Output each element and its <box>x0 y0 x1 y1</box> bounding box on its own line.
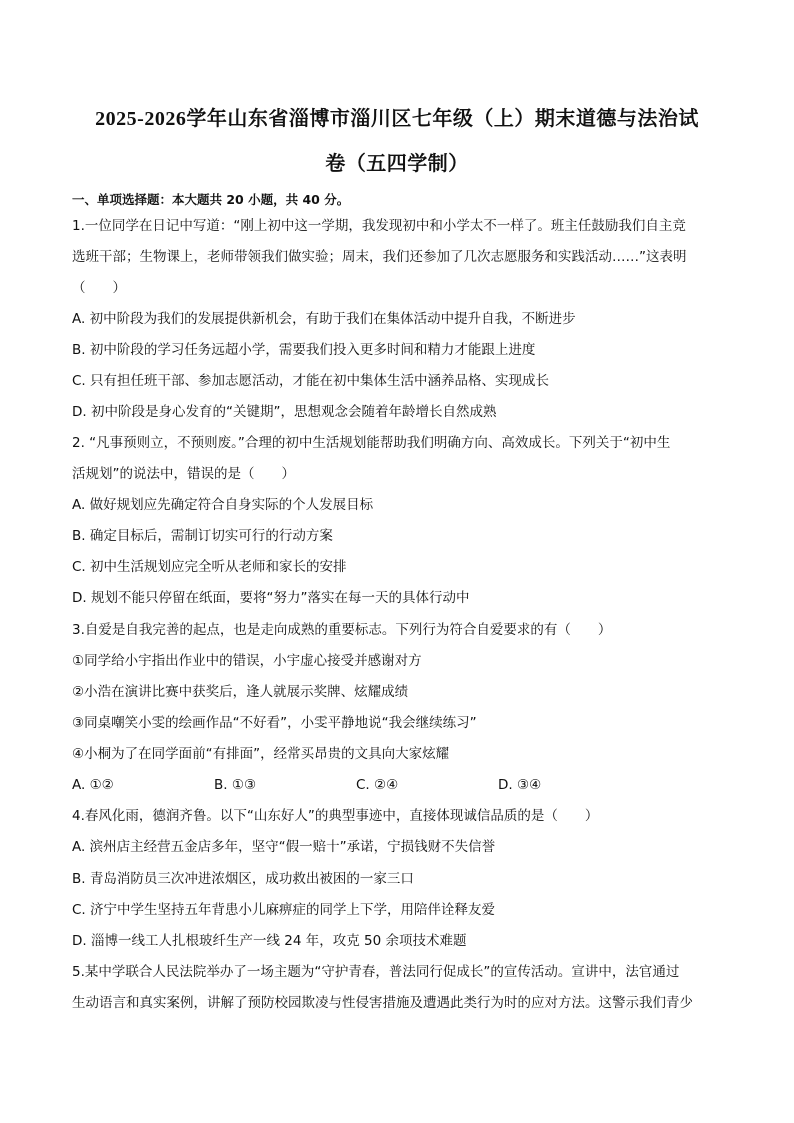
q2-stem-2: 活规划”的说法中，错误的是（ ） <box>72 466 295 482</box>
q4-option-b: B. 青岛消防员三次冲进浓烟区，成功救出被困的一家三口 <box>72 871 414 887</box>
q1-option-a: A. 初中阶段为我们的发展提供新机会，有助于我们在集体活动中提升自我，不断进步 <box>72 311 576 327</box>
q2-option-d: D. 规划不能只停留在纸面，要将“努力”落实在每一天的具体行动中 <box>72 590 470 606</box>
q3-option-a: A. ①② <box>72 777 114 793</box>
q1-stem-1: 1.一位同学在日记中写道：“刚上初中这一学期，我发现初中和小学太不一样了。班主任鼓励我们自主竞 <box>72 218 686 234</box>
q3-item-4: ④小桐为了在同学面前“有排面”，经常买昂贵的文具向大家炫耀 <box>72 746 450 762</box>
exam-title-line-1: 2025-2026学年山东省淄博市淄川区七年级（上）期末道德与法治试 <box>95 108 699 130</box>
q3-item-2: ②小浩在演讲比赛中获奖后，逢人就展示奖牌、炫耀成绩 <box>72 684 409 700</box>
q3-stem: 3.自爱是自我完善的起点，也是走向成熟的重要标志。下列行为符合自爱要求的有（ ） <box>72 622 612 638</box>
q3-options <box>72 777 722 793</box>
q1-stem-3: （ ） <box>72 280 126 296</box>
q1-option-c: C. 只有担任班干部、参加志愿活动，才能在初中集体生活中涵养品格、实现成长 <box>72 373 550 389</box>
q3-option-b: B. ①③ <box>214 777 257 793</box>
q1-option-d: D. 初中阶段是身心发育的“关键期”，思想观念会随着年龄增长自然成熟 <box>72 404 497 420</box>
q4-option-c: C. 济宁中学生坚持五年背患小儿麻痹症的同学上下学，用陪伴诠释友爱 <box>72 902 496 918</box>
q3-item-1: ①同学给小宇指出作业中的错误，小宇虚心接受并感谢对方 <box>72 653 422 669</box>
q2-option-c: C. 初中生活规划应完全听从老师和家长的安排 <box>72 559 347 575</box>
q5-stem-1: 5.某中学联合人民法院举办了一场主题为“守护青春，普法同行促成长”的宣传活动。宣讲中，法官通过 <box>72 964 680 980</box>
q4-option-a: A. 滨州店主经营五金店多年，坚守“假一赔十”承诺，宁损钱财不失信誉 <box>72 839 496 855</box>
q4-option-d: D. 淄博一线工人扎根玻纤生产一线 24 年，攻克 50 余项技术难题 <box>72 933 467 949</box>
q2-option-a: A. 做好规划应先确定符合自身实际的个人发展目标 <box>72 497 374 513</box>
q2-stem-1: 2. “凡事预则立，不预则废。”合理的初中生活规划能帮助我们明确方向、高效成长。下列关于“初中生 <box>72 435 671 451</box>
q3-option-d: D. ③④ <box>498 777 542 793</box>
q1-option-b: B. 初中阶段的学习任务远超小学，需要我们投入更多时间和精力才能跟上进度 <box>72 342 536 358</box>
q4-stem: 4.春风化雨，德润齐鲁。以下“山东好人”的典型事迹中，直接体现诚信品质的是（ ） <box>72 808 599 824</box>
q5-stem-2: 生动语言和真实案例，讲解了预防校园欺凌与性侵害措施及遭遇此类行为时的应对方法。这警示我们青少 <box>72 995 693 1011</box>
q1-stem-2: 选班干部；生物课上，老师带领我们做实验；周末，我们还参加了几次志愿服务和实践活动……”这表明 <box>72 249 687 265</box>
section-heading: 一、单项选择题：本大题共 20 小题，共 40 分。 <box>72 192 350 207</box>
exam-title-line-2: 卷（五四学制） <box>325 153 469 175</box>
q3-item-3: ③同桌嘲笑小雯的绘画作品“不好看”，小雯平静地说“我会继续练习” <box>72 715 477 731</box>
q3-option-c: C. ②④ <box>356 777 399 793</box>
q2-option-b: B. 确定目标后，需制订切实可行的行动方案 <box>72 528 333 544</box>
